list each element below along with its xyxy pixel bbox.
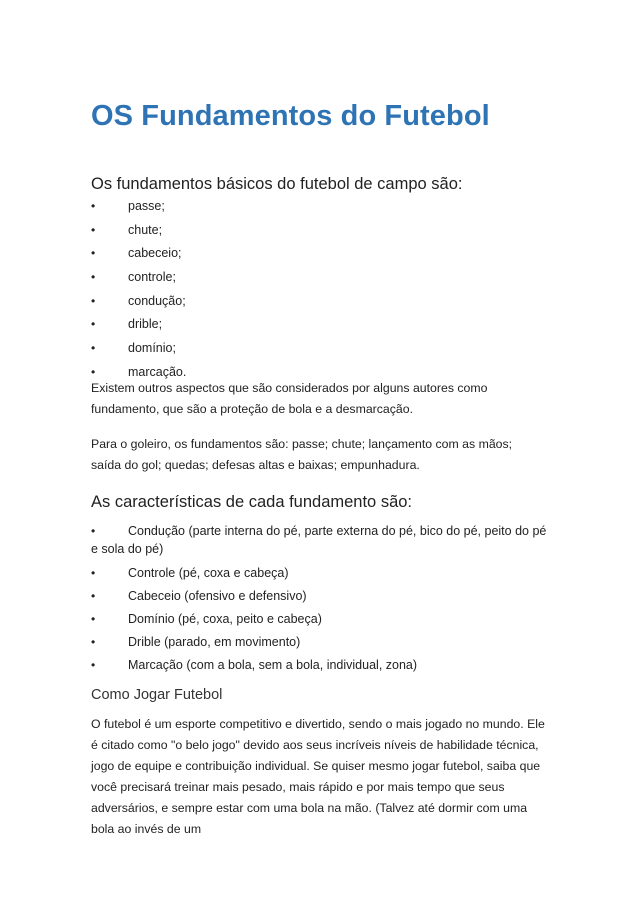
list-item: • chute; <box>91 222 163 237</box>
paragraph-goleiro: Para o goleiro, os fundamentos são: passe; chute; lançamento com as mãos; saída do gol; quedas; defesas altas e baixas; empunhadura. <box>91 437 513 472</box>
fundamentos-list <box>91 199 551 389</box>
bullet-icon: • <box>91 364 96 379</box>
list-item: • drible; <box>91 317 163 332</box>
list-item: • Cabeceio (ofensivo e defensivo) <box>91 589 307 603</box>
list-item: • Marcação (com a bola, sem a bola, individual, zona) <box>91 658 418 672</box>
list-item: • controle; <box>91 270 176 285</box>
paragraph-como-jogar: O futebol é um esporte competitivo e divertido, sendo o mais jogado no mundo. Ele é citado como "o belo jogo" devido aos seus incríveis níveis de habilidade técnica, jogo de equipe e contribuição individual. Se quiser mesmo jogar futebol, saiba que você precisará treinar mais pesado, mais rápido e por mais tempo que seus adversários, e sempre estar com uma bola na mão. (Talvez até dormir com uma bola ao invés de um <box>91 717 545 836</box>
bullet-icon: • <box>91 199 96 213</box>
bullet-icon: • <box>91 293 96 308</box>
list-item: • Condução (parte interna do pé, parte externa do pé, bico do pé, peito do pé e sola do pé) <box>91 524 547 556</box>
bullet-icon: • <box>91 589 96 603</box>
bullet-icon: • <box>91 612 96 626</box>
bullet-icon: • <box>91 566 96 580</box>
document-title: OS Fundamentos do Futebol <box>91 100 490 132</box>
bullet-icon: • <box>91 635 96 649</box>
list-item: • Controle (pé, coxa e cabeça) <box>91 566 289 580</box>
list-item: • passe; <box>91 199 165 213</box>
list-item: • condução; <box>91 293 186 308</box>
bullet-icon: • <box>91 524 96 538</box>
section-heading-como-jogar: Como Jogar Futebol <box>91 687 223 703</box>
paragraph-outros-aspectos: Existem outros aspectos que são considerados por alguns autores como fundamento, que são a proteção de bola e a desmarcação. <box>91 381 488 416</box>
section-heading-caracteristicas: As características de cada fundamento são: <box>91 493 413 511</box>
list-item: • Domínio (pé, coxa, peito e cabeça) <box>91 612 322 626</box>
list-item: • Drible (parado, em movimento) <box>91 635 301 649</box>
list-item: • cabeceio; <box>91 246 182 261</box>
bullet-icon: • <box>91 341 96 356</box>
bullet-icon: • <box>91 246 96 261</box>
bullet-icon: • <box>91 270 96 285</box>
caracteristicas-list <box>91 522 547 681</box>
list-item: • marcação. <box>91 364 187 379</box>
list-item: • domínio; <box>91 341 176 356</box>
bullet-icon: • <box>91 222 96 237</box>
bullet-icon: • <box>91 317 96 332</box>
bullet-icon: • <box>91 658 96 672</box>
section-heading-fundamentos: Os fundamentos básicos do futebol de campo são: <box>91 175 463 193</box>
